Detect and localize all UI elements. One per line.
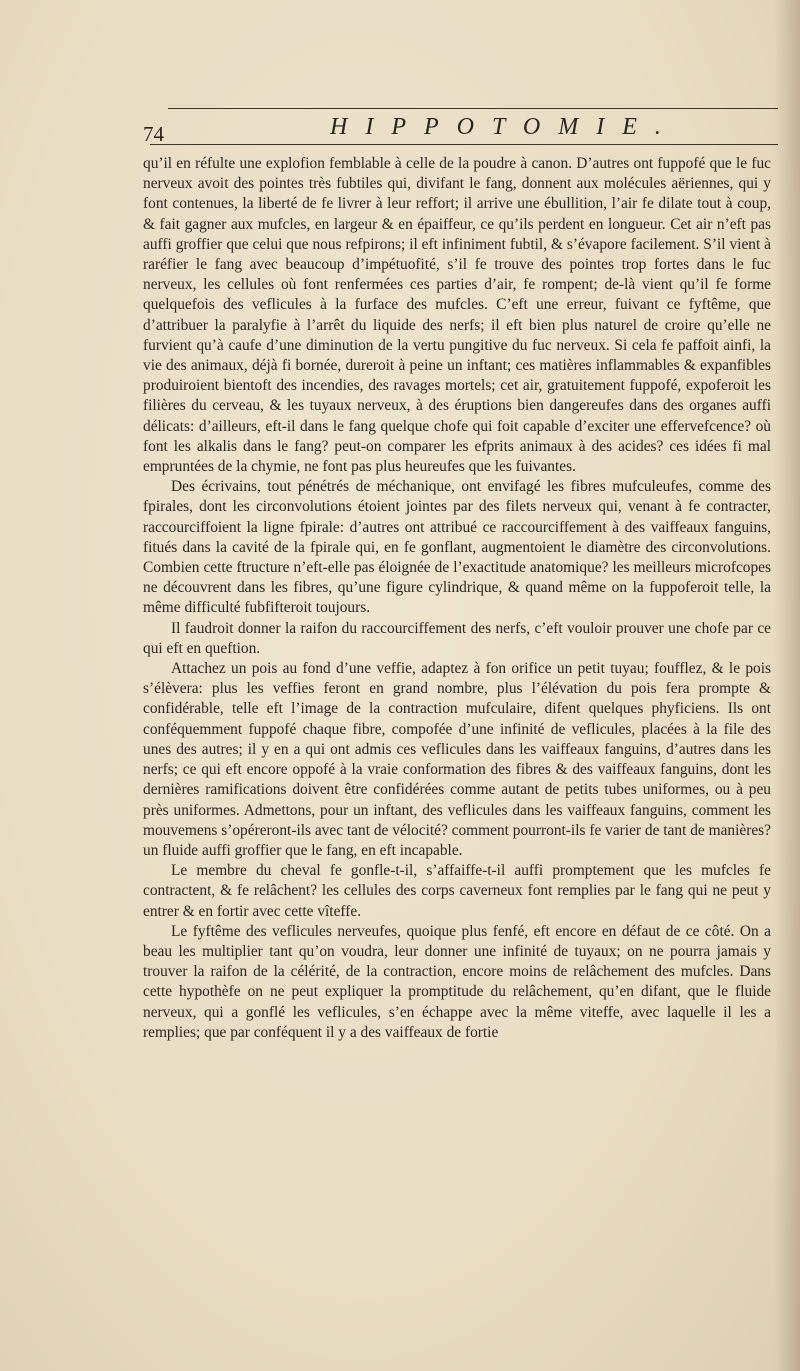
paragraph-1: qu’il en réfulte une explofion femblable à celle de la poudre à canon. D’autres ont fuppofé que le fuc nerveux avoit des pointes très fubtiles qui, divifant le fang, donnent aux molécules aëriennes, qui y font contenues, la liberté de fe livrer à leur reffort; il arrive une ébullition, l’air fe dilate tout à coup, & fait gagner aux mufcles, en largeur & en épaiffeur, ce qu’ils perdent en longueur. Cet air n’eft pas auffi groffier que celui que nous refpirons; il eft infiniment fubtil, & s’évapore facilement. S’il vient à raréfier le fang avec beaucoup d’impétuofité, s’il fe trouve des pointes trop fortes dans le fuc nerveux, les cellules où font renfermées ces parties d’air, fe rompent; de-là vient qu’il fe forme quelquefois des veflicules à la furface des mufcles. C’eft une erreur, fuivant ce fyftême, que d’attribuer la paralyfie à l’arrêt du liquide des nerfs; il eft bien plus naturel de croire qu’elle ne furvient qu’à caufe d’une diminution de la vertu pungitive du fuc nerveux. Si cela fe paffoit ainfi, la vie des animaux, déjà fi bornée, dureroit à peine un inftant; ces matières inflammables & expanfibles produiroient bientoft des incendies, des ravages mortels; cet air, gratuitement fuppofé, expoferoit les filières du cerveau, & les tuyaux nerveux, à des éruptions bien dangereufes dans des organes auffi délicats: d’ailleurs, eft-il dans le fang quelque chofe qui foit capable d’exciter une effervefcence? où font les alkalis dans le fang? peut-on comparer les efprits animaux à des acides? ces idées fi mal empruntées de la chymie, ne font pas plus heureufes que les fuivantes. bbox=[143, 155, 771, 476]
paragraph-3: Il faudroit donner la raifon du raccourciffement des nerfs, c’eft vouloir prouver une chofe par ce qui eft en queftion. bbox=[143, 619, 771, 657]
paragraph-4: Attachez un pois au fond d’une veffie, adaptez à fon orifice un petit tuyau; foufflez, & le pois s’élèvera: plus les veffies feront en grand nombre, plus l’élévation du pois fera prompte & confidérable, telle eft l’image de la contraction mufculaire, difent quelques phyficiens. Ils ont conféquemment fuppofé chaque fibre, compofée d’une infinité de veflicules, placées à la file des unes des autres; il y en a qui ont admis ces veflicules dans les vaiffeaux fanguins, d’autres dans les nerfs; ce qui eft encore oppofé à la vraie conformation des fibres & des vaiffeaux fanguins, dont les dernières ramifications doivent être confidérées comme autant de petits tubes uniformes, ou à peu près uniformes. Admettons, pour un inftant, des veflicules dans les vaiffeaux fanguins, comment les mouvemens s’opéreront-ils avec tant de vélocité? comment pourront-ils fe varier de tant de manières? un fluide auffi groffier que le fang, en eft incapable. bbox=[143, 660, 771, 859]
header-rule-top bbox=[168, 108, 778, 109]
paragraph-2: Des écrivains, tout pénétrés de méchanique, ont envifagé les fibres mufculeufes, comme des fpirales, dont les circonvolutions étoient jointes par des filets nerveux qui, venant à fe contracter, raccourciffoient la ligne fpirale: d’autres ont attribué ce raccourciffement à des vaiffeaux fanguins, fitués dans la cavité de la fpirale qui, en fe gonflant, augmentoient le diamètre des circonvolutions. Combien cette ftructure n’eft-elle pas éloignée de l’exactitude anatomique? les meilleurs microfcopes ne découvrent dans les fibres, qu’une figure cylindrique, & quand même on la fuppoferoit telle, la même difficulté fubfifteroit toujours. bbox=[143, 478, 771, 617]
running-title: HIPPOTOMIE. bbox=[330, 114, 679, 140]
page-edge-shadow bbox=[774, 0, 800, 1371]
header-rule-bottom bbox=[150, 144, 778, 145]
paragraph-6: Le fyftême des veflicules nerveufes, quoique plus fenfé, eft encore en défaut de ce côté. On a beau les multiplier tant qu’on voudra, leur donner une infinité de tuyaux; on ne pourra jamais y trouver la raifon de la célérité, de la contraction, encore moins de relâchement des mufcles. Dans cette hypothèfe on ne peut expliquer la promptitude du relâchement, qu’en difant, que le fluide nerveux, qui a gonflé les veflicules, s’en échappe avec la même viteffe, avec laquelle il les a remplies; que par conféquent il y a des vaiffeaux de fortie bbox=[143, 922, 771, 1041]
page-number: 74 bbox=[143, 122, 164, 146]
body-text bbox=[143, 154, 771, 1043]
paragraph-5: Le membre du cheval fe gonfle-t-il, s’affaiffe-t-il auffi promptement que les mufcles fe contractent, & fe relâchent? les cellules des corps caverneux font remplies par le fang qui ne peut y entrer & en fortir avec cette vîteffe. bbox=[143, 862, 771, 920]
